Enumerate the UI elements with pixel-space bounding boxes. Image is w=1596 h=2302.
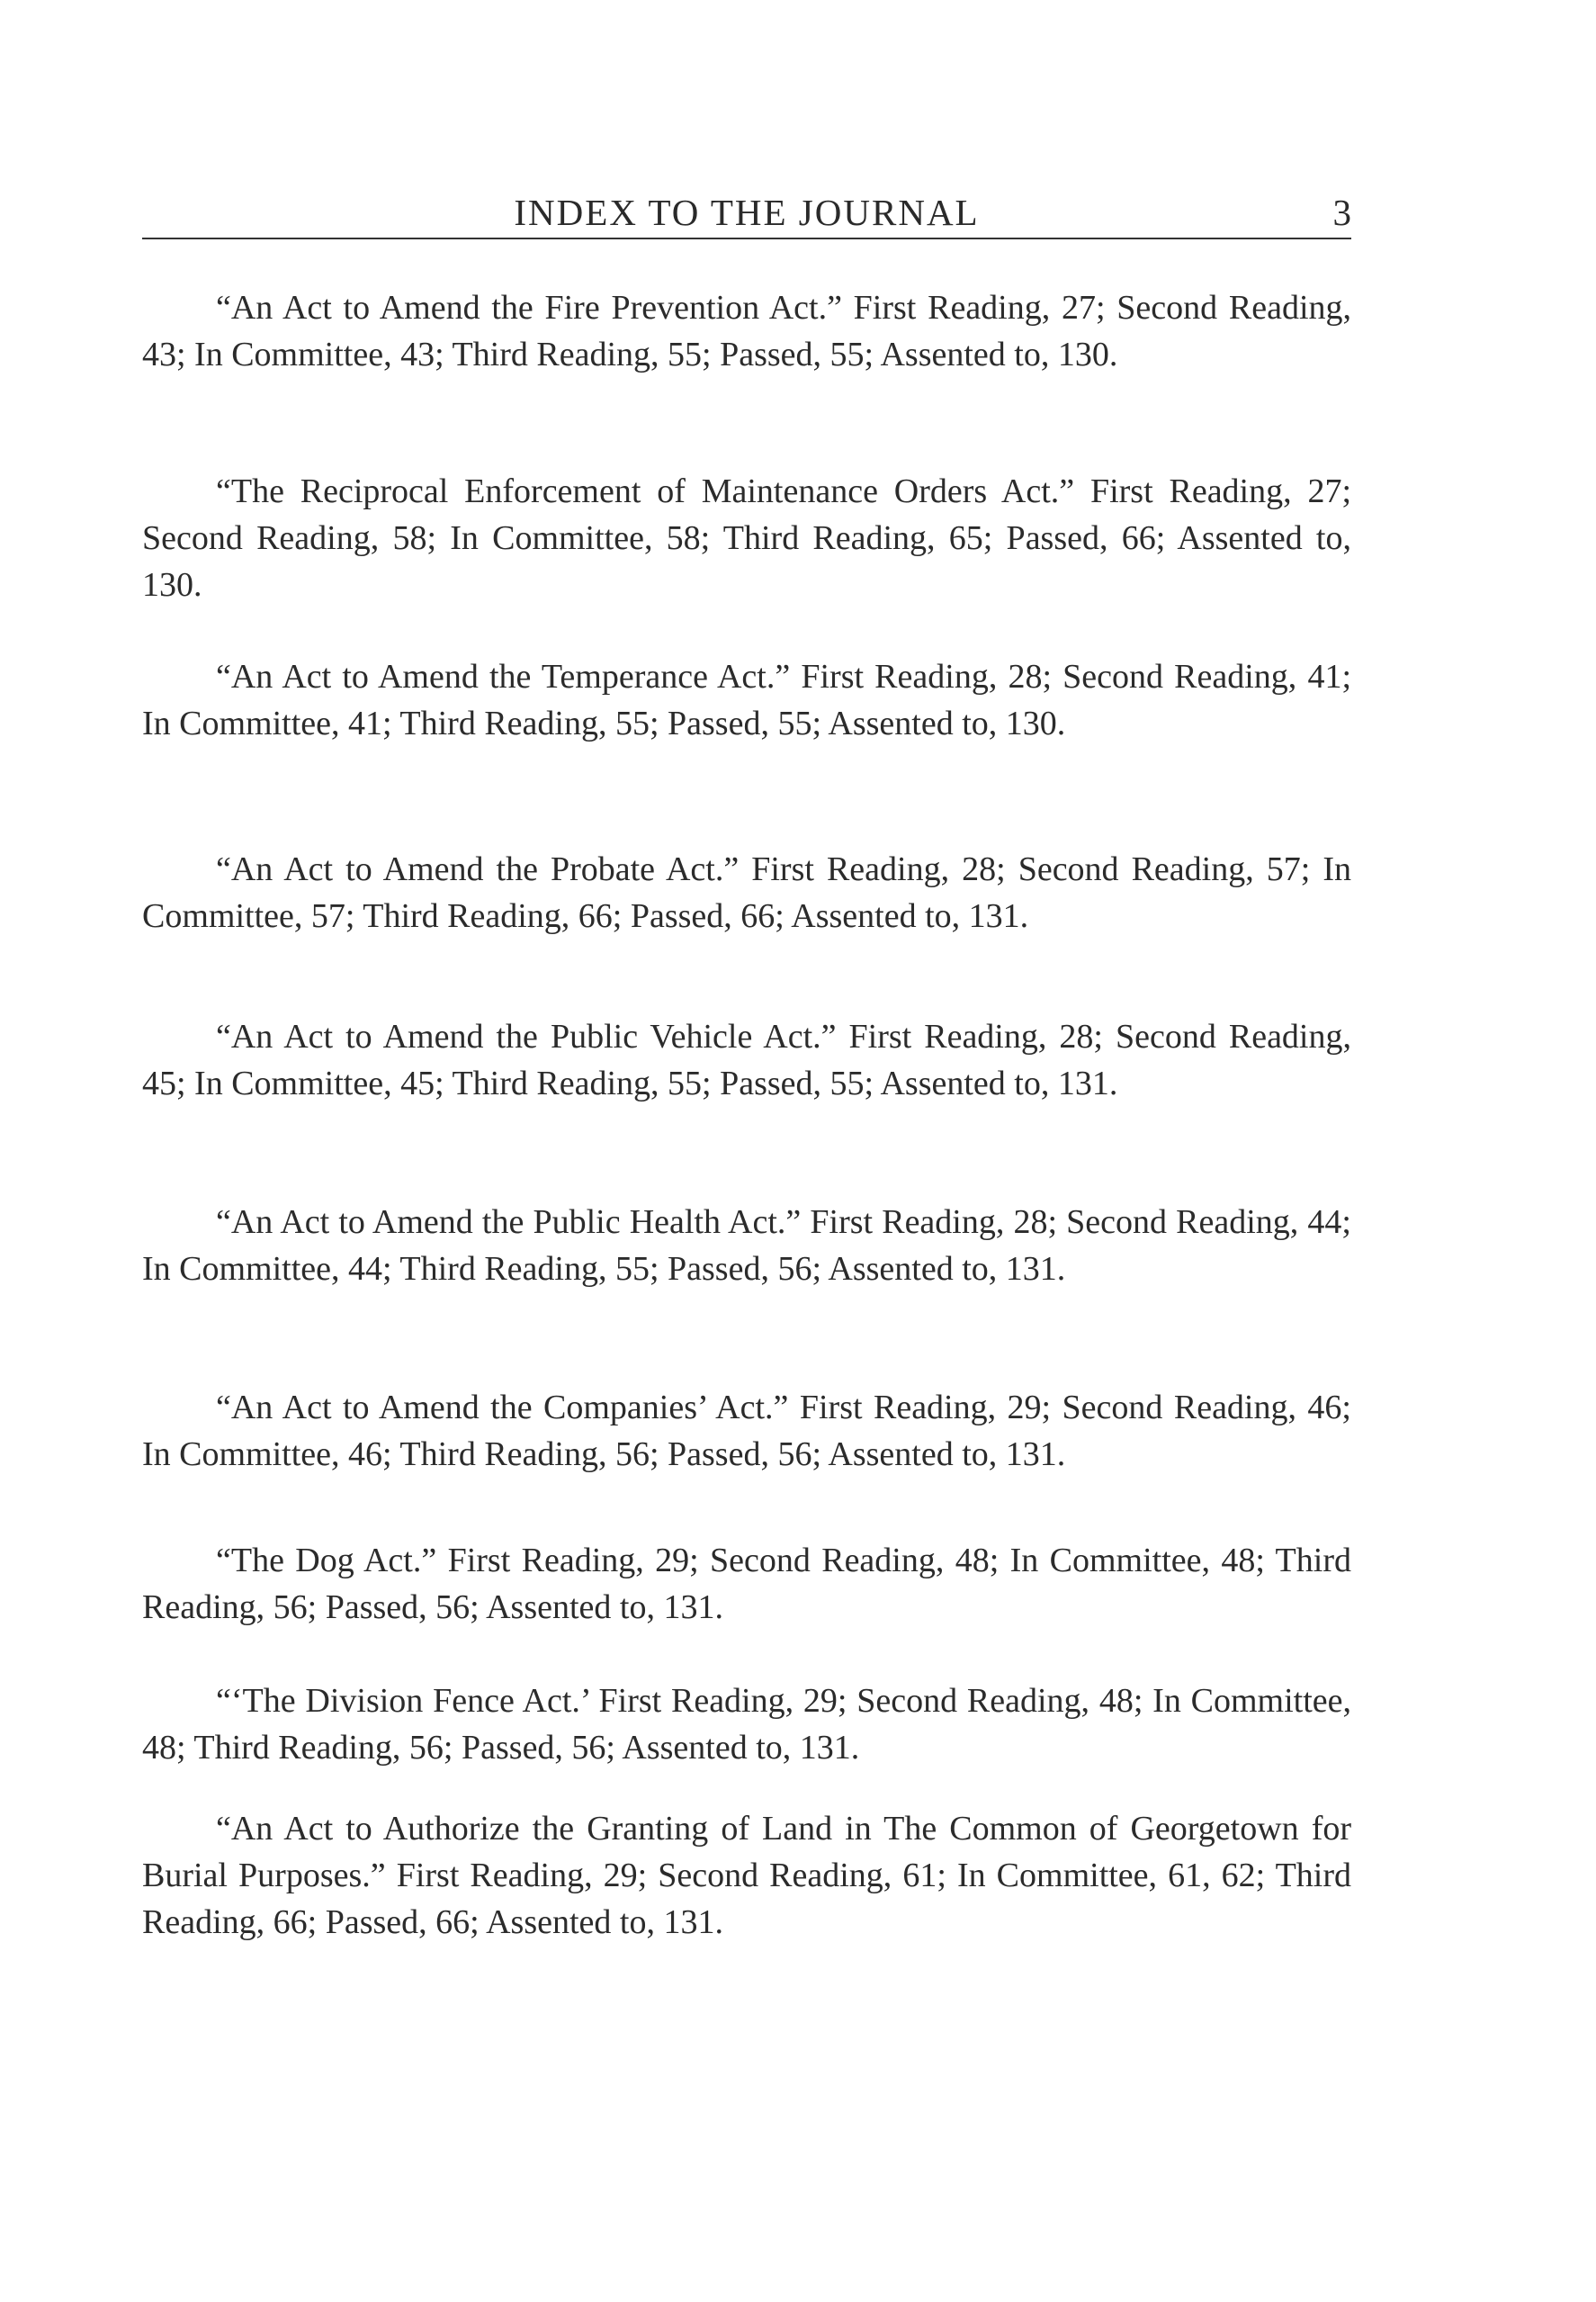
index-entry: “An Act to Amend the Probate Act.” First Reading, 28; Second Reading, 57; In Committee, 57; Third Reading, 66; Passed, 66; Assented to, 131. bbox=[142, 850, 1351, 935]
index-entry: “An Act to Authorize the Granting of Land in The Common of Georgetown for Burial Purposes.” First Reading, 29; Second Reading, 61; In Committee, 61, 62; Third Reading, 66; Passed, 66; Assented to, 131. bbox=[142, 1810, 1351, 1941]
index-entry: “The Reciprocal Enforcement of Maintenance Orders Act.” First Reading, 27; Second Reading, 58; In Committee, 58; Third Reading, 65; Passed, 66; Assented to, 130. bbox=[142, 472, 1351, 604]
index-entry: “The Dog Act.” First Reading, 29; Second Reading, 48; In Committee, 48; Third Reading, 56; Passed, 56; Assented to, 131. bbox=[142, 1542, 1351, 1626]
index-entry: “An Act to Amend the Public Vehicle Act.” First Reading, 28; Second Reading, 45; In Committee, 45; Third Reading, 55; Passed, 55; Assented to, 131. bbox=[142, 1018, 1351, 1102]
page-number: 3 bbox=[1332, 192, 1351, 233]
index-entry: “An Act to Amend the Fire Prevention Act.” First Reading, 27; Second Reading, 43; In Committee, 43; Third Reading, 55; Passed, 55; Assented to, 130. bbox=[142, 289, 1351, 373]
index-entry: “An Act to Amend the Companies’ Act.” First Reading, 29; Second Reading, 46; In Committee, 46; Third Reading, 56; Passed, 56; Assented to, 131. bbox=[142, 1389, 1351, 1473]
header-rule bbox=[142, 238, 1351, 239]
running-title: INDEX TO THE JOURNAL bbox=[514, 192, 980, 233]
running-head bbox=[142, 187, 1351, 238]
index-entry: “An Act to Amend the Temperance Act.” First Reading, 28; Second Reading, 41; In Committee, 41; Third Reading, 55; Passed, 55; Assented to, 130. bbox=[142, 658, 1351, 742]
index-entry: “An Act to Amend the Public Health Act.” First Reading, 28; Second Reading, 44; In Committee, 44; Third Reading, 55; Passed, 56; Assented to, 131. bbox=[142, 1203, 1351, 1288]
index-entry: “‘The Division Fence Act.’ First Reading, 29; Second Reading, 48; In Committee, 48; Third Reading, 56; Passed, 56; Assented to, 131. bbox=[142, 1682, 1351, 1767]
